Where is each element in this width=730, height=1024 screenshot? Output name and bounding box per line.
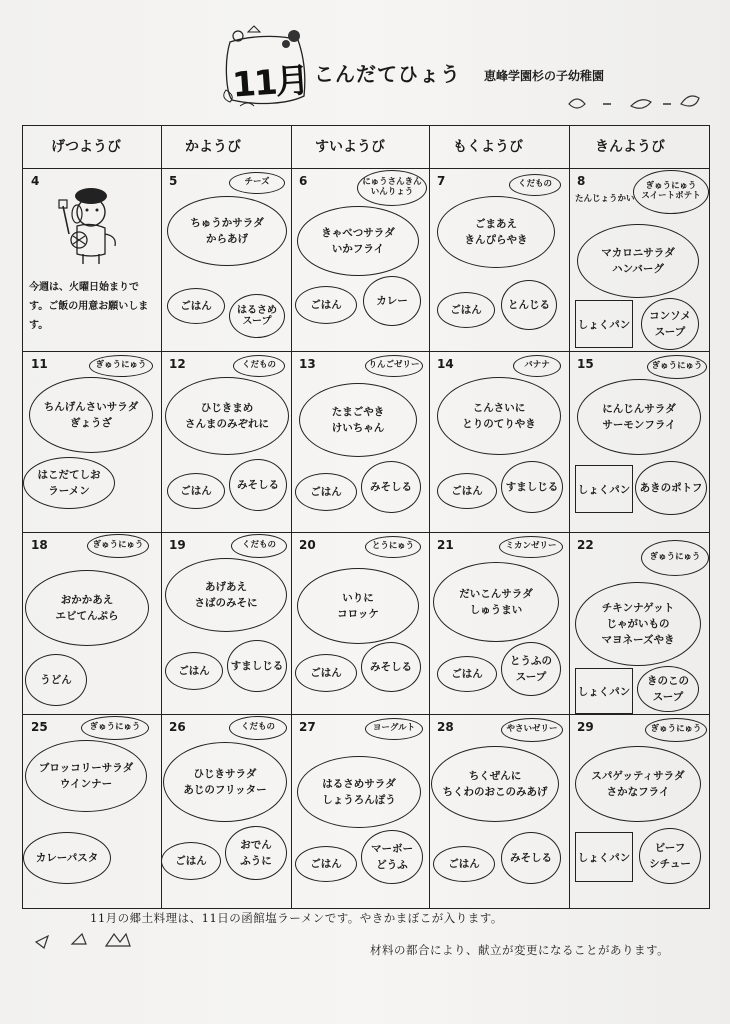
soup-oval: あきのポトフ [635,461,707,515]
day-number: 22 [577,538,594,552]
day-number: 28 [437,720,454,734]
day-number: 5 [169,174,178,188]
day-cell-6 [291,168,429,351]
day-number: 21 [437,538,454,552]
snack-oval: バナナ [513,355,561,377]
snack-oval: ぎゅうにゅう [647,355,707,379]
bread-box: しょくパン [575,300,633,348]
main-dish-oval: こんさいに とりのてりやき [437,377,561,455]
soup-oval: みそしる [361,461,421,513]
noodle-oval: うどん [25,654,87,706]
day-number: 25 [31,720,48,734]
page-title: こんだてひょう [314,62,461,86]
day-cell-14 [429,351,569,532]
day-cell-15 [569,351,711,532]
main-dish-oval: いりに コロッケ [297,568,419,644]
day-cell-26 [161,714,291,910]
side-dish-oval: マーボー どうふ [361,830,423,884]
soup-oval: みそしる [229,459,287,511]
weekday-header-tue: かようび [185,139,241,155]
main-dish-oval: ごまあえ きんぴらやき [437,196,555,268]
snack-oval: ぎゅうにゅう [641,540,709,576]
menu-calendar [22,125,710,909]
footer-change-notice: 材料の都合により、献立が変更になることがあります。 [370,943,670,957]
event-label: たんじょうかい [575,194,635,204]
noodle-oval: はこだてしお ラーメン [23,457,115,509]
snack-oval: にゅうさんきん いんりょう [357,170,427,206]
main-dish-oval: ブロッコリーサラダ ウインナー [25,740,147,812]
day-number: 14 [437,357,454,371]
staple-oval: ごはん [437,473,497,509]
main-dish-oval: スパゲッティサラダ さかなフライ [575,746,701,822]
day-cell-18 [23,532,161,714]
soup-oval: すましじる [227,640,287,692]
soup-oval: みそしる [361,642,421,692]
staple-oval: ごはん [165,652,223,690]
weekday-header-wed: すいようび [315,139,385,155]
day-cell-7 [429,168,569,351]
weekday-header-thu: もくようび [453,139,523,155]
day-number: 6 [299,174,308,188]
day-number: 13 [299,357,316,371]
staple-oval: ごはん [437,656,497,692]
day-number: 8 [577,174,586,188]
staple-oval: ごはん [295,473,357,511]
day-cell-25 [23,714,161,910]
snack-oval: りんごゼリー [365,355,423,377]
day-cell-12 [161,351,291,532]
leaf-decoration-icon [32,930,142,952]
main-dish-oval: おかかあえ エビてんぷら [25,570,149,646]
day-cell-4 [23,168,161,351]
soup-oval: はるさめ スープ [229,294,285,338]
day-number: 26 [169,720,186,734]
leaf-decoration-icon [565,92,705,114]
staple-oval: ごはん [295,846,357,882]
snack-oval: くだもの [229,716,287,740]
main-dish-oval: きゃべつサラダ いかフライ [297,206,419,276]
day-number: 7 [437,174,446,188]
day-number: 27 [299,720,316,734]
main-dish-oval: あげあえ さばのみそに [165,558,287,632]
main-dish-oval: にんじんサラダ サーモンフライ [577,379,701,455]
day-number: 11 [31,357,48,371]
day-cell-13 [291,351,429,532]
main-dish-oval: マカロニサラダ ハンバーグ [577,224,699,298]
soup-oval: コンソメ スープ [641,298,699,350]
day-cell-27 [291,714,429,910]
weekday-header-mon: げつようび [51,139,121,155]
side-dish-oval: カレー [363,276,421,326]
day-cell-20 [291,532,429,714]
main-dish-oval: ひじきまめ さんまのみぞれに [165,377,289,455]
staple-oval: ごはん [295,286,357,324]
snack-oval: ミカンゼリー [499,536,563,558]
staple-oval: ごはん [295,654,357,692]
bread-box: しょくパン [575,832,633,882]
pasta-oval: カレーパスタ [23,832,111,884]
day-cell-19 [161,532,291,714]
soup-oval: ビーフ シチュー [639,828,701,884]
day-number: 18 [31,538,48,552]
day-cell-8 [569,168,711,351]
day-number: 29 [577,720,594,734]
main-dish-oval: だいこんサラダ しゅうまい [433,562,559,642]
day-cell-11 [23,351,161,532]
snack-oval: ぎゅうにゅう [89,355,153,377]
soup-oval: おでん ふうに [225,826,287,880]
staple-oval: ごはん [167,473,225,509]
snack-oval: くだもの [509,174,561,196]
snack-oval: くだもの [233,355,285,377]
day-cell-22 [569,532,711,714]
day-number: 15 [577,357,594,371]
snack-oval: ぎゅうにゅう スイートポテト [633,170,709,214]
soup-oval: とうふの スープ [501,642,561,696]
snack-oval: ぎゅうにゅう [645,718,707,742]
main-dish-oval: ちゅうかサラダ からあげ [167,196,287,266]
day-number: 20 [299,538,316,552]
bread-box: しょくパン [575,465,633,513]
staple-oval: ごはん [161,842,221,880]
snack-oval: チーズ [229,172,285,194]
day-cell-29 [569,714,711,910]
snack-oval: とうにゅう [365,536,421,558]
school-name: 恵峰学園杉の子幼稚園 [484,69,605,83]
day-number: 12 [169,357,186,371]
day-number: 19 [169,538,186,552]
notice-text: 今週は、火曜日始まりです。ご飯の用意お願いします。 [29,282,149,331]
main-dish-oval: たまごやき けいちゃん [299,383,417,457]
weekday-header-fri: きんようび [595,139,665,155]
snack-oval: やさいゼリー [501,718,563,742]
staple-oval: ごはん [437,292,495,328]
main-dish-oval: ひじきサラダ あじのフリッター [163,742,287,822]
soup-oval: みそしる [501,832,561,884]
main-dish-oval: ちんげんさいサラダ ぎょうざ [29,377,153,453]
soup-oval: きのこの スープ [637,666,699,712]
footer-local-dish-note: 11月の郷土料理は、11日の函館塩ラーメンです。やきかまぼこが入ります。 [90,911,503,925]
day-number: 4 [31,174,40,188]
snack-oval: ぎゅうにゅう [87,534,149,558]
day-cell-21 [429,532,569,714]
main-dish-oval: はるさめサラダ しょうろんぽう [297,756,421,828]
main-dish-oval: ちくぜんに ちくわのおこのみあげ [431,746,559,822]
month-badge: 11月 [230,60,309,106]
staple-oval: ごはん [433,846,495,882]
day-cell-28 [429,714,569,910]
day-cell-5 [161,168,291,351]
snack-oval: ヨーグルト [365,718,423,740]
bread-box: しょくパン [575,668,633,714]
soup-oval: とんじる [501,280,557,330]
snack-oval: ぎゅうにゅう [81,716,149,740]
chef-dog-illustration-icon [47,182,119,266]
main-dish-oval: チキンナゲット じゃがいもの マヨネーズやき [575,582,701,666]
soup-oval: すましじる [501,461,563,513]
staple-oval: ごはん [167,288,225,324]
snack-oval: くだもの [231,534,287,558]
